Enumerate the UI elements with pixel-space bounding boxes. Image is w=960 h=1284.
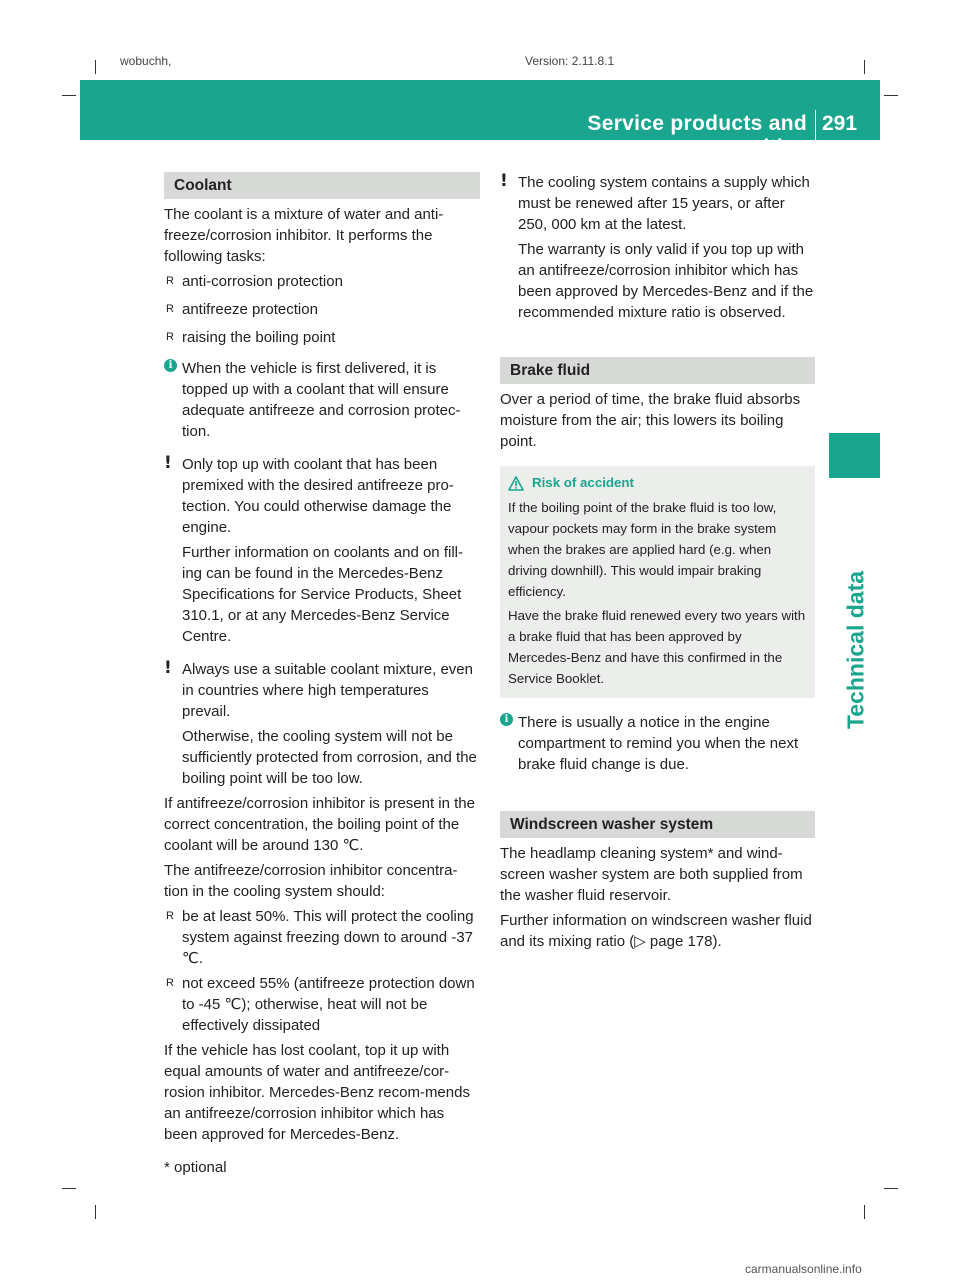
list-item: R not exceed 55% (antifreeze protection down to -45 ℃); otherwise, heat will not be effectively dissipated — [166, 975, 475, 1034]
washer-paragraph: Further information on windscreen washer fluid and its mixing ratio (▷ page 178). — [500, 912, 812, 950]
page-title: Service products and capacities — [587, 112, 807, 159]
warning-triangle-icon — [508, 476, 524, 491]
list-item: R anti-corrosion protection — [166, 273, 343, 290]
crop-mark — [864, 1205, 865, 1219]
chapter-tab — [829, 433, 880, 478]
print-meta-right: Version: 2.11.8.1 — [525, 54, 615, 68]
exclamation-icon: ! — [500, 171, 508, 191]
risk-paragraph: If the boiling point of the brake fluid is too low, vapour pockets may form in the brake system when the brakes are applied hard (e.g. when driving downhill). This would impair braking efficiency. — [508, 500, 777, 599]
exclamation-icon: ! — [164, 658, 172, 678]
boiling-point-paragraph: If antifreeze/corrosion inhibitor is present in the correct concentration, the boiling point of the coolant will be around 130 ℃. — [164, 795, 475, 854]
warning-note: ! The cooling system contains a supply which must be renewed after 15 years, or after 250, 000 km at the latest. The warranty is only valid if you top up with an antifreeze/corrosion inhibitor which has been approved by Mercedes-Benz and if the recommended mixture ratio is observed. — [500, 171, 814, 321]
crop-mark — [62, 95, 76, 96]
header-divider — [815, 110, 816, 140]
section-heading-coolant: Coolant — [164, 172, 480, 199]
crop-mark — [95, 60, 96, 74]
bullet-icon: R — [166, 910, 174, 922]
bullet-icon: R — [166, 977, 174, 989]
footnote: * optional — [164, 1159, 227, 1176]
lost-coolant-paragraph: If the vehicle has lost coolant, top it up with equal amounts of water and antifreeze/cor-rosion inhibitor. Mercedes-Benz recom-mends an antifreeze/corrosion inhibitor which has been approved for Mercedes-Benz. — [164, 1042, 470, 1143]
bullet-icon: R — [166, 303, 174, 315]
crop-mark — [864, 60, 865, 74]
chapter-label: Technical data — [842, 570, 869, 730]
warning-note: ! Only top up with coolant that has been premixed with the desired antifreeze pro-tection. You could otherwise damage the engine. Further information on coolants and on fill-ing can be found in the Mercedes-Benz Specifications for Service Products, Sheet 310.1, or at any Mercedes-Benz Service Centre. — [164, 453, 463, 645]
info-icon: i — [500, 713, 513, 726]
left-column — [164, 172, 480, 1149]
info-note: i There is usually a notice in the engine compartment to remind you when the next brake fluid change is due. — [500, 712, 815, 775]
bullet-icon: R — [166, 331, 174, 343]
warning-note: ! Always use a suitable coolant mixture, even in countries where high temperatures prevail. Otherwise, the cooling system will not be sufficiently protected from corrosion, and the boiling point will be too low. — [164, 658, 477, 787]
crop-mark — [884, 1188, 898, 1189]
watermark: carmanualsonline.info — [745, 1262, 862, 1276]
washer-paragraph: The headlamp cleaning system* and wind-screen washer system are both supplied from the washer fluid reservoir. — [500, 845, 803, 904]
info-icon: i — [164, 359, 177, 372]
crop-mark — [95, 1205, 96, 1219]
brake-intro: Over a period of time, the brake fluid absorbs moisture from the air; this lowers its boiling point. — [500, 391, 801, 450]
list-item: R be at least 50%. This will protect the cooling system against freezing down to around -37 ℃. — [166, 908, 474, 967]
section-heading-windscreen-washer: Windscreen washer system — [500, 811, 815, 838]
crop-mark — [62, 1188, 76, 1189]
risk-box — [500, 466, 815, 698]
right-column — [500, 172, 815, 956]
list-item: R antifreeze protection — [166, 301, 318, 318]
section-heading-brake-fluid: Brake fluid — [500, 357, 815, 384]
page-number: 291 — [822, 112, 858, 135]
risk-title: Risk of accident — [508, 472, 807, 493]
risk-paragraph: Have the brake fluid renewed every two years with a brake fluid that has been approved by Mercedes-Benz and have this confirmed in the Service Booklet. — [508, 608, 806, 686]
exclamation-icon: ! — [164, 453, 172, 473]
info-note: i When the vehicle is first delivered, it is topped up with a coolant that will ensure adequate antifreeze and corrosion protec-tion. — [164, 358, 480, 442]
list-item: R raising the boiling point — [166, 329, 336, 346]
crop-mark — [884, 95, 898, 96]
bullet-icon: R — [166, 275, 174, 287]
print-meta-left: wobuchh, — [120, 54, 172, 68]
concentration-paragraph: The antifreeze/corrosion inhibitor concentra-tion in the cooling system should: — [164, 862, 458, 900]
coolant-intro: The coolant is a mixture of water and anti-freeze/corrosion inhibitor. It performs the following tasks: — [164, 206, 444, 265]
